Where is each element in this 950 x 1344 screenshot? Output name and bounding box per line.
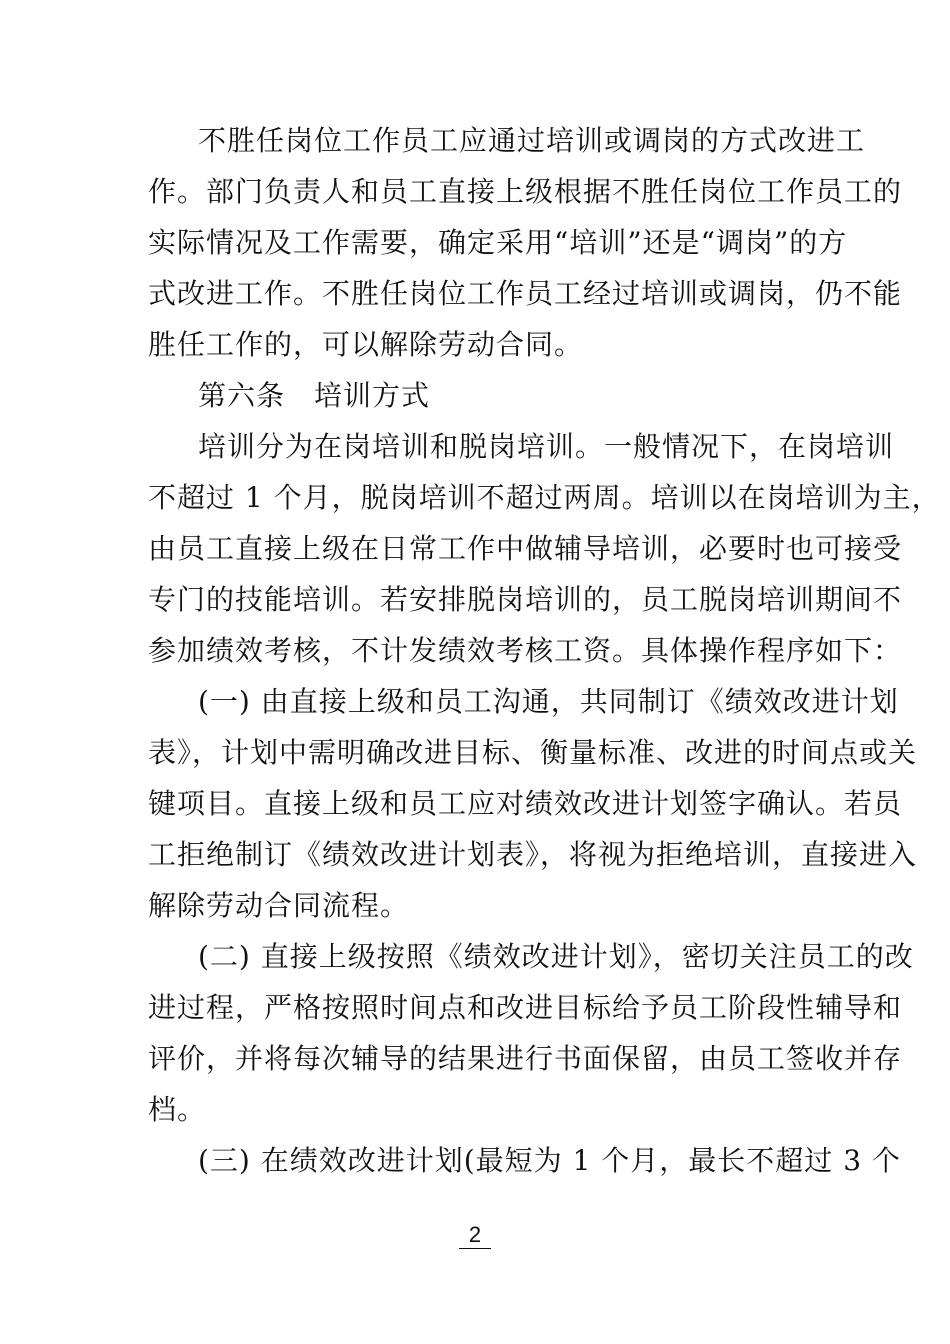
page-footer (0, 1222, 950, 1248)
paragraph-line: 评价，并将每次辅导的结果进行书面保留，由员工签收并存 (148, 1042, 903, 1075)
paragraph-line: 不胜任岗位工作员工应通过培训或调岗的方式改进工 (198, 124, 866, 157)
paragraph-line: 参加绩效考核，不计发绩效考核工资。具体操作程序如下： (148, 634, 903, 667)
paragraph-line: 不超过 1 个月，脱岗培训不超过两周。培训以在岗培训为主， (148, 481, 941, 514)
paragraph-line: 专门的技能培训。若安排脱岗培训的，员工脱岗培训期间不 (148, 583, 903, 616)
paragraph-line: 档。 (148, 1093, 207, 1126)
paragraph-line: 胜任工作的，可以解除劳动合同。 (148, 328, 584, 361)
section-heading: 第六条 培训方式 (198, 379, 431, 412)
page-number: 2 (459, 1222, 491, 1249)
paragraph-line: 表》，计划中需明确改进目标、衡量标准、改进的时间点或关 (148, 736, 918, 769)
paragraph-line: 实际情况及工作需要，确定采用“培训”还是“调岗”的方 (148, 226, 848, 259)
paragraph-line: (二) 直接上级按照《绩效改进计划》，密切关注员工的改 (198, 940, 914, 973)
paragraph-line: 培训分为在岗培训和脱岗培训。一般情况下，在岗培训 (198, 430, 895, 463)
paragraph-line: 工拒绝制订《绩效改进计划表》，将视为拒绝培训，直接进入 (148, 838, 918, 871)
paragraph-line: 进过程，严格按照时间点和改进目标给予员工阶段性辅导和 (148, 991, 903, 1024)
paragraph-line: 解除劳动合同流程。 (148, 889, 410, 922)
paragraph-line: (一) 由直接上级和员工沟通，共同制订《绩效改进计划 (198, 685, 899, 718)
paragraph-line: 作。部门负责人和员工直接上级根据不胜任岗位工作员工的 (148, 175, 903, 208)
paragraph-line: 式改进工作。不胜任岗位工作员工经过培训或调岗，仍不能 (148, 277, 903, 310)
paragraph-line: (三) 在绩效改进计划(最短为 1 个月，最长不超过 3 个 (198, 1144, 901, 1177)
paragraph-line: 键项目。直接上级和员工应对绩效改进计划签字确认。若员 (148, 787, 903, 820)
paragraph-line: 由员工直接上级在日常工作中做辅导培训，必要时也可接受 (148, 532, 903, 565)
